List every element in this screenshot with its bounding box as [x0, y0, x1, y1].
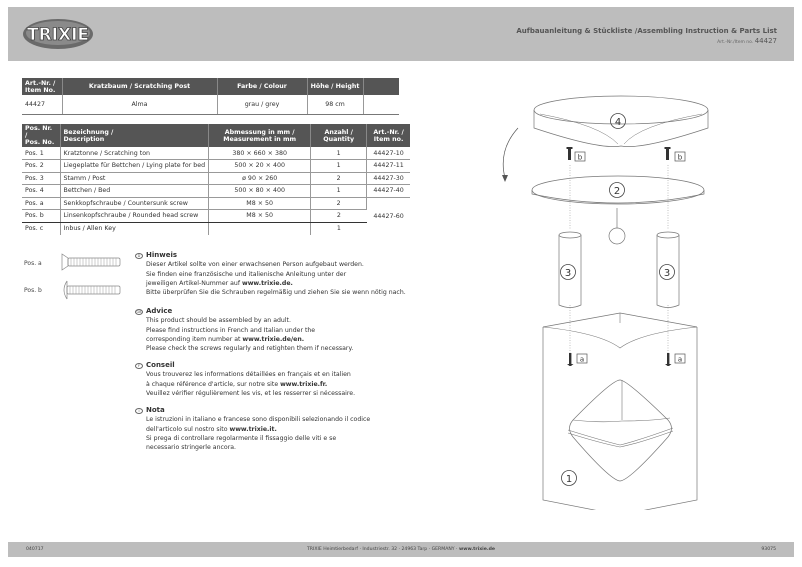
- flag-it-icon: I: [135, 408, 143, 414]
- part-pos: Pos. 1: [22, 147, 60, 160]
- part-desc: Linsenkopfschraube / Rounded head screw: [60, 210, 209, 223]
- svg-text:b: b: [677, 153, 683, 162]
- part-size: 500 × 20 × 400: [209, 160, 311, 173]
- header-band: [8, 7, 794, 61]
- note-title: [135, 307, 353, 316]
- parts-table-header: [22, 124, 410, 147]
- note-line: [146, 425, 370, 434]
- note-text: dell'articolo sul nostro sito: [146, 425, 230, 433]
- part-size: ø 90 × 260: [209, 172, 311, 185]
- website-link[interactable]: www.trixie.it.: [229, 425, 277, 433]
- part-pos: Pos. 3: [22, 172, 60, 185]
- note-line: Le istruzioni in italiano e francese sono disponibili selezionando il codice: [146, 416, 371, 424]
- screw-b-right: [665, 147, 686, 162]
- part-item: 44427-11: [367, 160, 410, 173]
- footer-address-text: TRIXIE Heimtierbedarf · Industriestr. 32 · 24963 Tarp · GERMANY ·: [306, 547, 459, 552]
- flag-fr-icon: F: [135, 363, 143, 369]
- note-body: [135, 415, 370, 452]
- table-row: [22, 222, 410, 235]
- note-title-text: Nota: [146, 406, 165, 414]
- bed-part-4: [534, 96, 708, 147]
- document-title: Aufbauanleitung & Stückliste /Assembling Instruction & Parts List: [516, 27, 777, 35]
- product-name: Alma: [62, 95, 217, 114]
- footer-band: [8, 542, 794, 557]
- product-row: [22, 95, 399, 114]
- website-link[interactable]: www.trixie.de/en.: [242, 335, 305, 343]
- part-desc: Senkkopfschraube / Countersunk screw: [60, 197, 209, 210]
- note-line: This product should be assembled by an adult.: [146, 317, 291, 325]
- note-title-text: Hinweis: [146, 251, 178, 259]
- svg-text:a: a: [579, 355, 585, 364]
- part-size: M8 × 50: [209, 197, 311, 210]
- header-line: Pos. No.: [25, 139, 55, 146]
- col-pos: [22, 124, 60, 147]
- part-qty: 1: [311, 147, 367, 160]
- footer-website-link[interactable]: www.trixie.de: [458, 547, 496, 552]
- part-qty: 1: [311, 185, 367, 198]
- product-table: [22, 78, 399, 115]
- header-line: Bezeichnung /: [63, 128, 114, 136]
- note-line: Sie finden eine französische und italienische Anleitung unter der: [146, 270, 347, 278]
- part-pos: Pos. b: [22, 210, 60, 223]
- part-desc: Bettchen / Bed: [60, 185, 209, 198]
- note-title: [135, 406, 370, 415]
- table-row: [22, 147, 410, 160]
- part-size: [209, 222, 311, 235]
- footer-doc-code: 93075: [761, 547, 776, 552]
- trixie-logo: [22, 18, 94, 50]
- note-text: jeweiligen Artikel-Nummer auf: [146, 279, 242, 287]
- note-text: corresponding item number at: [146, 335, 243, 343]
- website-link[interactable]: www.trixie.fr.: [280, 380, 328, 388]
- svg-text:1: 1: [565, 474, 573, 485]
- item-number-label: Art.-Nr./Item no.: [717, 40, 754, 45]
- note-body: [135, 316, 353, 353]
- footer-address: [307, 547, 495, 552]
- post-part-3-right: [657, 232, 679, 308]
- part-item: 44427-60: [373, 212, 404, 220]
- note-gb: [135, 307, 353, 353]
- part-qty: 2: [311, 197, 367, 210]
- svg-text:3: 3: [564, 268, 572, 279]
- part-pos: Pos. 4: [22, 185, 60, 198]
- svg-text:a: a: [677, 355, 683, 364]
- note-line: [146, 380, 355, 389]
- col-measurement: [209, 124, 311, 147]
- screw-b-left: [567, 147, 586, 162]
- header-line: Item No.: [25, 86, 56, 94]
- item-number-value: 44427: [754, 37, 777, 45]
- product-empty: [363, 95, 399, 114]
- screw-a-right: [665, 353, 685, 366]
- header-line: Abmessung in mm /: [224, 128, 295, 136]
- part-desc: Stamm / Post: [60, 172, 209, 185]
- part-qty: 2: [311, 210, 367, 223]
- product-height: 98 cm: [307, 95, 363, 114]
- note-text: à chaque référence d'article, sur notre site: [146, 380, 281, 388]
- note-line: necessario stringerle ancora.: [146, 444, 236, 452]
- svg-text:4: 4: [614, 117, 622, 128]
- part-desc: Liegeplatte für Bettchen / Lying plate for bed: [60, 160, 209, 173]
- table-row: [22, 172, 410, 185]
- product-colour: grau / grey: [217, 95, 307, 114]
- col-empty: [363, 78, 399, 95]
- part-size: 380 × 660 × 380: [209, 147, 311, 160]
- website-link[interactable]: www.trixie.de.: [242, 279, 293, 287]
- header-line: Pos. Nr. /: [25, 125, 53, 139]
- note-line: [146, 335, 353, 344]
- rotate-arrow-icon: [503, 128, 518, 178]
- scratching-ton-part-1: [543, 313, 697, 510]
- header-line: Item no.: [373, 135, 404, 143]
- parts-table: [22, 124, 410, 235]
- header-line: Measurement in mm: [223, 135, 297, 143]
- part-pos: Pos. 2: [22, 160, 60, 173]
- part-desc: Inbus / Allen Key: [60, 222, 209, 235]
- col-part-item-no: [367, 124, 410, 147]
- col-quantity: [311, 124, 367, 147]
- note-title-text: Advice: [146, 307, 173, 315]
- countersunk-screw-icon: [60, 253, 124, 271]
- product-table-header: [22, 78, 399, 95]
- part-size: 500 × 80 × 400: [209, 185, 311, 198]
- footer-date-code: 040717: [26, 547, 44, 552]
- part-size: M8 × 50: [209, 210, 311, 223]
- svg-text:b: b: [577, 153, 583, 162]
- svg-text:3: 3: [663, 268, 671, 279]
- note-it: [135, 406, 370, 452]
- flag-de-icon: D: [135, 253, 143, 259]
- header-line: Quantity: [323, 135, 355, 143]
- note-title-text: Conseil: [146, 361, 175, 369]
- note-line: Please find instructions in French and Italian under the: [146, 326, 316, 334]
- col-product: Kratzbaum / Scratching Post: [62, 78, 217, 95]
- item-number-line: [717, 37, 777, 45]
- note-body: [135, 260, 406, 297]
- table-row: [22, 185, 410, 198]
- screw-label-b: Pos. b: [24, 287, 42, 294]
- note-line: Si prega di controllare regolarmente il fissaggio delle viti e se: [146, 434, 337, 442]
- assembly-diagram: [490, 80, 760, 510]
- table-row: [22, 160, 410, 173]
- header-line: Art.-Nr. /: [25, 79, 56, 87]
- part-item: 44427-10: [367, 147, 410, 160]
- rounded-head-screw-icon: [60, 280, 124, 300]
- part-desc: Kratztonne / Scratching ton: [60, 147, 209, 160]
- note-de: [135, 251, 406, 297]
- part-qty: 1: [311, 160, 367, 173]
- part-pos: Pos. a: [22, 197, 60, 210]
- svg-text:TRIXIE: TRIXIE: [26, 25, 90, 45]
- note-line: Veuillez vérifier régulièrement les vis, et les resserrer si nécessaire.: [146, 389, 356, 397]
- table-row: [22, 197, 410, 210]
- note-body: [135, 370, 355, 398]
- note-line: Dieser Artikel sollte von einer erwachsenen Person aufgebaut werden.: [146, 261, 364, 269]
- col-description: [60, 124, 209, 147]
- post-part-3-left: [559, 232, 581, 308]
- note-line: [146, 279, 406, 288]
- header-line: Anzahl /: [324, 128, 353, 136]
- table-row: [22, 210, 410, 223]
- note-line: Bitte überprüfen Sie die Schrauben regelmäßig und ziehen Sie sie wenn nötig nach.: [146, 289, 406, 297]
- product-item-no: 44427: [22, 95, 62, 114]
- flag-gb-icon: GB: [136, 309, 142, 314]
- col-height: Höhe / Height: [307, 78, 363, 95]
- part-qty: 2: [311, 172, 367, 185]
- header-line: Art.-Nr. /: [373, 128, 404, 136]
- note-fr: [135, 361, 355, 398]
- col-item-no: [22, 78, 62, 95]
- header-line: Description: [63, 135, 105, 143]
- note-line: Vous trouverez les informations détaillées en français et en italien: [146, 371, 351, 379]
- note-title: [135, 251, 406, 260]
- part-item: 44427-40: [367, 185, 410, 198]
- svg-text:2: 2: [613, 186, 621, 197]
- col-colour: Farbe / Colour: [217, 78, 307, 95]
- screw-a-left: [567, 353, 587, 366]
- note-title: [135, 361, 355, 370]
- part-pos: Pos. c: [22, 222, 60, 235]
- part-item: 44427-30: [367, 172, 410, 185]
- screw-label-a: Pos. a: [24, 260, 42, 267]
- note-line: Please check the screws regularly and retighten them if necessary.: [146, 345, 354, 353]
- part-qty: 1: [336, 225, 341, 232]
